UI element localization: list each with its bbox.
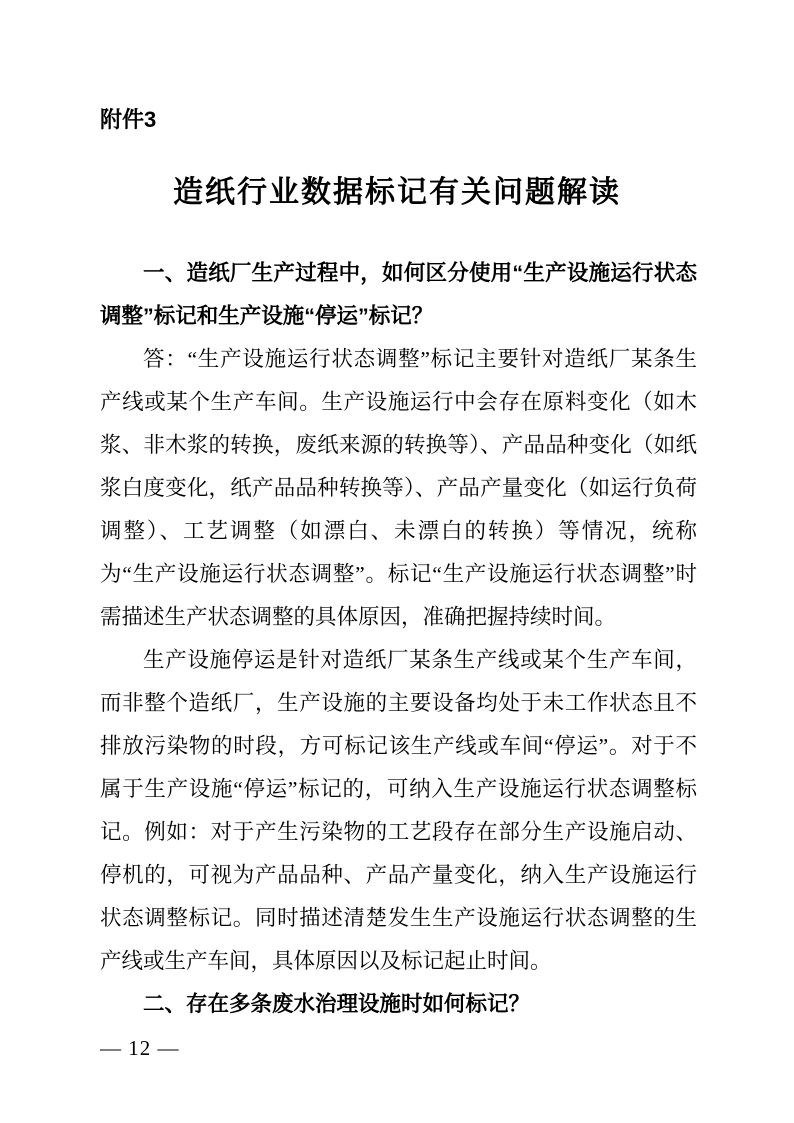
attachment-label: 附件3 xyxy=(100,107,157,132)
document-body xyxy=(100,252,697,1026)
answer-1-paragraph-1: 答：“生产设施运行状态调整”标记主要针对造纸厂某条生产线或某个生产车间。生产设施运行中会存在原料变化（如木浆、非木浆的转换，废纸来源的转换等）、产品品种变化（如纸浆白度变化，纸产品品种转换等）、产品产量变化（如运行负荷调整）、工艺调整（如漂白、未漂白的转换）等情况，统称为“生产设施运行状态调整”。标记“生产设施运行状态调整”时需描述生产状态调整的具体原因，准确把握持续时间。 xyxy=(100,347,697,629)
question-1: 一、造纸厂生产过程中，如何区分使用“生产设施运行状态调整”标记和生产设施“停运”标记？ xyxy=(100,261,697,328)
page-number: — 12 — xyxy=(100,1036,180,1060)
answer-1-paragraph-2: 生产设施停运是针对造纸厂某条生产线或某个生产车间，而非整个造纸厂，生产设施的主要设备均处于未工作状态且不排放污染物的时段，方可标记该生产线或车间“停运”。对于不属于生产设施“停运”标记的，可纳入生产设施运行状态调整标记。例如：对于产生污染物的工艺段存在部分生产设施启动、停机的，可视为产品品种、产品产量变化，纳入生产设施运行状态调整标记。同时描述清楚发生生产设施运行状态调整的生产线或生产车间，具体原因以及标记起止时间。 xyxy=(100,648,697,973)
document-title: 造纸行业数据标记有关问题解读 xyxy=(173,176,621,209)
question-2: 二、存在多条废水治理设施时如何标记？ xyxy=(143,992,531,1016)
